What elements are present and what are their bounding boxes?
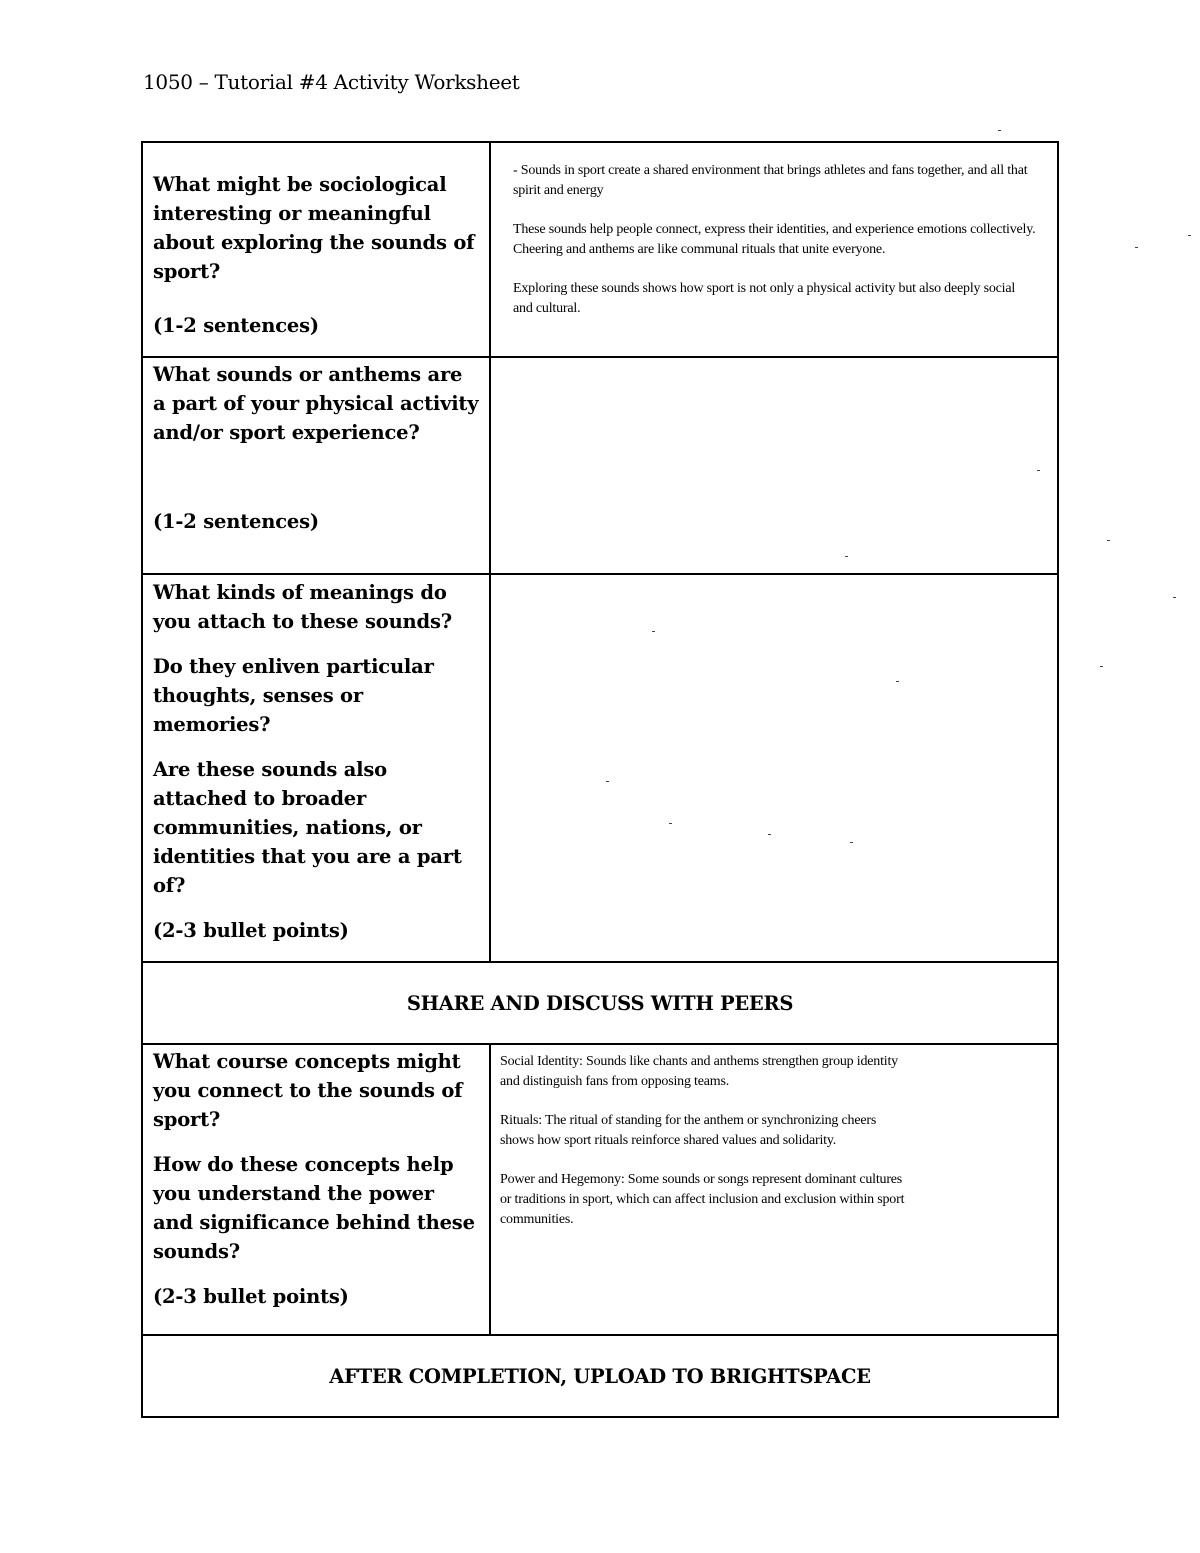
scan-speck (845, 556, 848, 557)
scan-speck (1173, 597, 1176, 598)
question-text: Do they enliven particular thoughts, senses or memories? (153, 655, 434, 736)
scan-speck (1100, 666, 1103, 667)
scan-speck (669, 823, 672, 824)
answer-paragraph: Power and Hegemony: Some sounds or songs represent dominant cultures or traditions in sport, which can affect inclusion and exclusion within sport communities. (500, 1172, 905, 1227)
table-row (142, 1044, 1058, 1335)
question-cell (142, 574, 490, 962)
question-text: What course concepts might you connect to the sounds of sport? (153, 1050, 463, 1131)
question-text: How do these concepts help you understand the power and significance behind these sounds? (153, 1153, 475, 1263)
scan-speck (1037, 470, 1040, 471)
banner-row (142, 1335, 1058, 1417)
answer-cell[interactable] (490, 357, 1058, 574)
scan-speck (1135, 247, 1138, 248)
question-cell (142, 142, 490, 357)
question-instruction: (2-3 bullet points) (153, 1285, 349, 1308)
question-cell (142, 1044, 490, 1335)
scan-speck (896, 681, 899, 682)
table-row (142, 357, 1058, 574)
answer-cell[interactable] (490, 574, 1058, 962)
upload-banner: AFTER COMPLETION, UPLOAD TO BRIGHTSPACE (142, 1335, 1058, 1417)
scan-speck (1188, 235, 1191, 236)
question-text: What kinds of meanings do you attach to these sounds? (153, 581, 452, 633)
answer-paragraph: Exploring these sounds shows how sport is not only a physical activity but also deeply social and cultural. (513, 281, 1016, 316)
question-instruction: (1-2 sentences) (153, 314, 319, 337)
share-banner: SHARE AND DISCUSS WITH PEERS (142, 962, 1058, 1044)
scan-speck (850, 842, 853, 843)
answer-paragraph: - Sounds in sport create a shared environment that brings athletes and fans together, and all that spirit and energy (513, 163, 1028, 198)
question-cell (142, 357, 490, 574)
answer-cell[interactable] (490, 1044, 1058, 1335)
answer-paragraph: Rituals: The ritual of standing for the anthem or synchronizing cheers shows how sport rituals reinforce shared values and solidarity. (500, 1113, 877, 1148)
question-text: What sounds or anthems are a part of your physical activity and/or sport experience? (153, 363, 479, 444)
question-instruction: (1-2 sentences) (153, 510, 319, 533)
banner-row (142, 962, 1058, 1044)
worksheet-table (141, 141, 1059, 1418)
answer-paragraph: These sounds help people connect, express their identities, and experience emotions collectively. Cheering and anthems are like communal rituals that unite everyone. (513, 222, 1036, 257)
table-row (142, 574, 1058, 962)
scan-speck (652, 631, 655, 632)
scan-speck (998, 130, 1001, 131)
answer-paragraph: Social Identity: Sounds like chants and anthems strengthen group identity and distinguish fans from opposing teams. (500, 1054, 898, 1089)
scan-speck (1107, 540, 1110, 541)
scan-speck (768, 834, 771, 835)
question-instruction: (2-3 bullet points) (153, 919, 349, 942)
question-text: Are these sounds also attached to broader communities, nations, or identities that you are a part of? (153, 758, 462, 897)
page-title: 1050 – Tutorial #4 Activity Worksheet (143, 70, 520, 94)
table-row (142, 142, 1058, 357)
scan-speck (606, 781, 609, 782)
answer-cell[interactable] (490, 142, 1058, 357)
question-text: What might be sociological interesting or meaningful about exploring the sounds of sport? (153, 173, 475, 283)
